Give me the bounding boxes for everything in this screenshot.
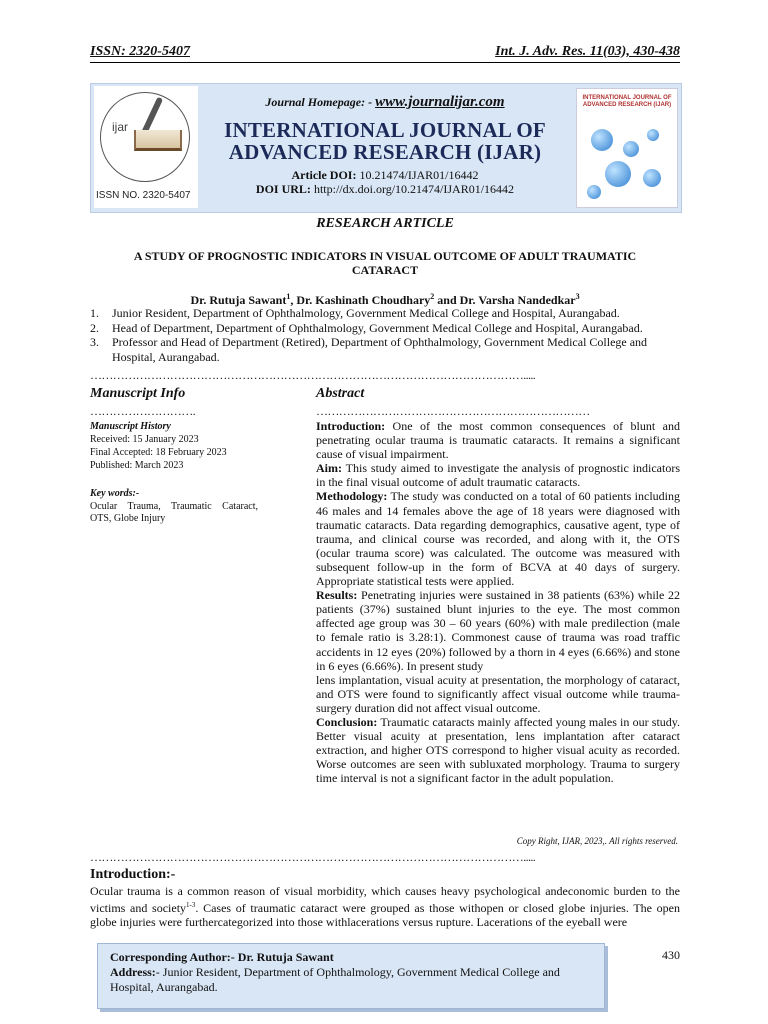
history-title: Manuscript History — [90, 421, 171, 432]
affiliation-num: 3. — [90, 335, 99, 349]
address-text: - Junior Resident, Department of Ophthalmology, Government Medical College and Hospital, Aurangabad. — [110, 965, 560, 994]
section-label: Introduction: — [316, 419, 386, 433]
affiliation-text: Junior Resident, Department of Ophthalmology, Government Medical College and Hospital, Aurangabad. — [112, 306, 620, 320]
section-text: The study was conducted on a total of 60 patients including 46 males and 14 females above the age of 18 years were diagnosed with traumatic cataracts. Data regarding demographics, causative agent, type of trauma, and clinical course was recorded, and along with it, the OTS (ocular trauma score) was calculated. The outcome was measured with subsequent follow-up in the form of BCVA at 40 days of surgery. Appropriate statistical tests were applied. — [316, 489, 680, 589]
section-label: Aim: — [316, 461, 342, 476]
abstract-body — [316, 419, 680, 785]
affiliation-num: 1. — [90, 306, 99, 320]
corresponding-author-box — [97, 943, 605, 1009]
molecule-icon — [643, 169, 661, 187]
dotted-separator: ……………………………………………………………………………………………………..... — [90, 850, 536, 864]
molecule-icon — [623, 141, 639, 157]
affiliation-item — [90, 306, 680, 321]
journal-cover-image — [576, 88, 678, 208]
affiliation-item — [90, 321, 680, 336]
author-sep: , — [290, 293, 297, 307]
author-sep: and — [434, 293, 460, 307]
cover-title: INTERNATIONAL JOURNAL OF ADVANCED RESEARCH (IJAR) — [582, 95, 672, 108]
molecule-icon — [647, 129, 659, 141]
running-header — [90, 44, 680, 63]
intro-text-part: . Cases of traumatic cataract were grouped as those withopen or closed globe injuries. The open globe injuries were furthercategorized into those withlacerations versus rupture. Lacerations of the eyeball were — [90, 901, 680, 929]
keywords-block — [90, 488, 258, 526]
journal-title — [200, 119, 570, 163]
abstract-results-cont: lens implantation, visual acuity at presentation, the morphology of cataract, and OTS were found to significantly affect visual outcome while trauma-surgery duration did not affect visual outcome. — [316, 672, 680, 715]
manuscript-history — [90, 420, 300, 472]
citation-ref: 1-3 — [186, 901, 196, 909]
abstract-aim — [316, 461, 680, 489]
abstract-introduction — [316, 419, 680, 461]
doi-value: 10.21474/IJAR01/16442 — [359, 168, 479, 182]
dotted-separator: ………………………. — [90, 404, 196, 418]
homepage-link[interactable]: www.journalijar.com — [375, 94, 505, 110]
journal-title-line1: INTERNATIONAL JOURNAL OF — [224, 118, 546, 142]
section-text: This study aimed to investigate the analysis of prognostic indicators in the final visual outcome of adult traumatic cataracts. — [316, 461, 680, 490]
author-name: Dr. Kashinath Choudhary — [296, 293, 431, 307]
homepage-label: Journal Homepage: - — [265, 95, 373, 109]
article-type: RESEARCH ARTICLE — [316, 216, 454, 231]
article-title: A STUDY OF PROGNOSTIC INDICATORS IN VISUAL OUTCOME OF ADULT TRAUMATIC CATARACT — [133, 249, 637, 277]
keywords-title: Key words:- — [90, 488, 140, 499]
section-text: One of the most common consequences of blunt and penetrating ocular trauma is traumatic cataracts. It remains a significant cause of visual impairment. — [316, 419, 680, 462]
section-text: Penetrating injuries were sustained in 38 patients (63%) while 22 patients (37%) sustained blunt injuries to the eye. The most common affected age group was 30 – 60 years (60%) with male predilection (male to female ratio is 3.28:1). Commonest cause of trauma was road traffic accidents in 12 eyes (20%) followed by a thorn in 4 eyes (6.66%) and stone in 6 eyes (6.66%). In present study — [316, 588, 680, 673]
doi-url-link[interactable]: http://dx.doi.org/10.21474/IJAR01/16442 — [313, 182, 515, 196]
corresponding-author-address — [110, 965, 594, 995]
book-icon — [134, 130, 182, 151]
abstract-heading: Abstract — [316, 386, 365, 401]
introduction-heading: Introduction:- — [90, 867, 176, 882]
doi-label: Article DOI: — [291, 168, 357, 182]
molecule-icon — [605, 161, 631, 187]
received-date: Received: 15 January 2023 — [90, 434, 199, 445]
molecule-icon — [591, 129, 613, 151]
molecule-icon — [587, 185, 601, 199]
journal-logo — [94, 86, 198, 208]
doi-block — [200, 168, 570, 196]
section-text: Traumatic cataracts mainly affected young males in our study. Better visual acuity at presentation, lens implantation after cataract extraction, and higher OTS correspond to higher visual acuity as recorded. Worse outcomes are seen with subluxated morphology. Trauma to surgery time interval is not a significant factor in the adult population. — [316, 714, 680, 786]
accepted-date: Final Accepted: 18 February 2023 — [90, 447, 227, 458]
issn-label: ISSN: 2320-5407 — [90, 44, 190, 59]
journal-homepage — [200, 94, 570, 111]
copyright-notice: Copy Right, IJAR, 2023,. All rights reserved. — [516, 836, 678, 846]
abstract-results — [316, 588, 680, 673]
author-name: Dr. Varsha Nandedkar — [459, 293, 576, 307]
page-number: 430 — [662, 948, 680, 962]
affiliation-list — [90, 306, 680, 364]
journal-title-line2: ADVANCED RESEARCH (IJAR) — [228, 140, 542, 164]
address-label: Address: — [110, 965, 156, 979]
keywords-text: Ocular Trauma, Traumatic Cataract, OTS, Globe Injury — [90, 500, 258, 524]
affiliation-text: Professor and Head of Department (Retired), Department of Ophthalmology, Government Medical College and Hospital, Aurangabad. — [112, 335, 648, 364]
section-label: Conclusion: — [316, 714, 378, 729]
abstract-conclusion — [316, 715, 680, 785]
doi-url-label: DOI URL: — [255, 182, 311, 196]
dotted-separator: ……………………………………………………………… — [316, 404, 590, 418]
abstract-methodology — [316, 489, 680, 588]
dotted-separator: ……………………………………………………………………………………………………..... — [90, 368, 536, 382]
section-label: Results: — [316, 588, 358, 603]
affiliation-num: 2. — [90, 320, 99, 335]
manuscript-info-heading: Manuscript Info — [90, 386, 186, 401]
author-sup: 2 — [430, 292, 435, 301]
affiliation-text: Head of Department, Department of Ophthalmology, Government Medical College and Hospital, Aurangabad. — [112, 320, 643, 335]
introduction-text — [90, 884, 680, 929]
logo-text: ijar — [112, 120, 129, 134]
published-date: Published: March 2023 — [90, 460, 184, 471]
corresponding-author-title: Corresponding Author:- Dr. Rutuja Sawant — [110, 950, 334, 964]
affiliation-item — [90, 335, 680, 364]
author-name: Dr. Rutuja Sawant — [190, 293, 287, 307]
logo-issn: ISSN NO. 2320-5407 — [96, 190, 191, 201]
author-sup: 3 — [575, 292, 580, 301]
author-sup: 1 — [286, 292, 291, 301]
intro-text-part: Ocular trauma is a common reason of visual morbidity, which causes heavy psychological andeconomic burden to the victims and society — [90, 884, 680, 915]
section-label: Methodology: — [316, 489, 388, 504]
citation-label: Int. J. Adv. Res. 11(03), 430-438 — [495, 44, 680, 59]
